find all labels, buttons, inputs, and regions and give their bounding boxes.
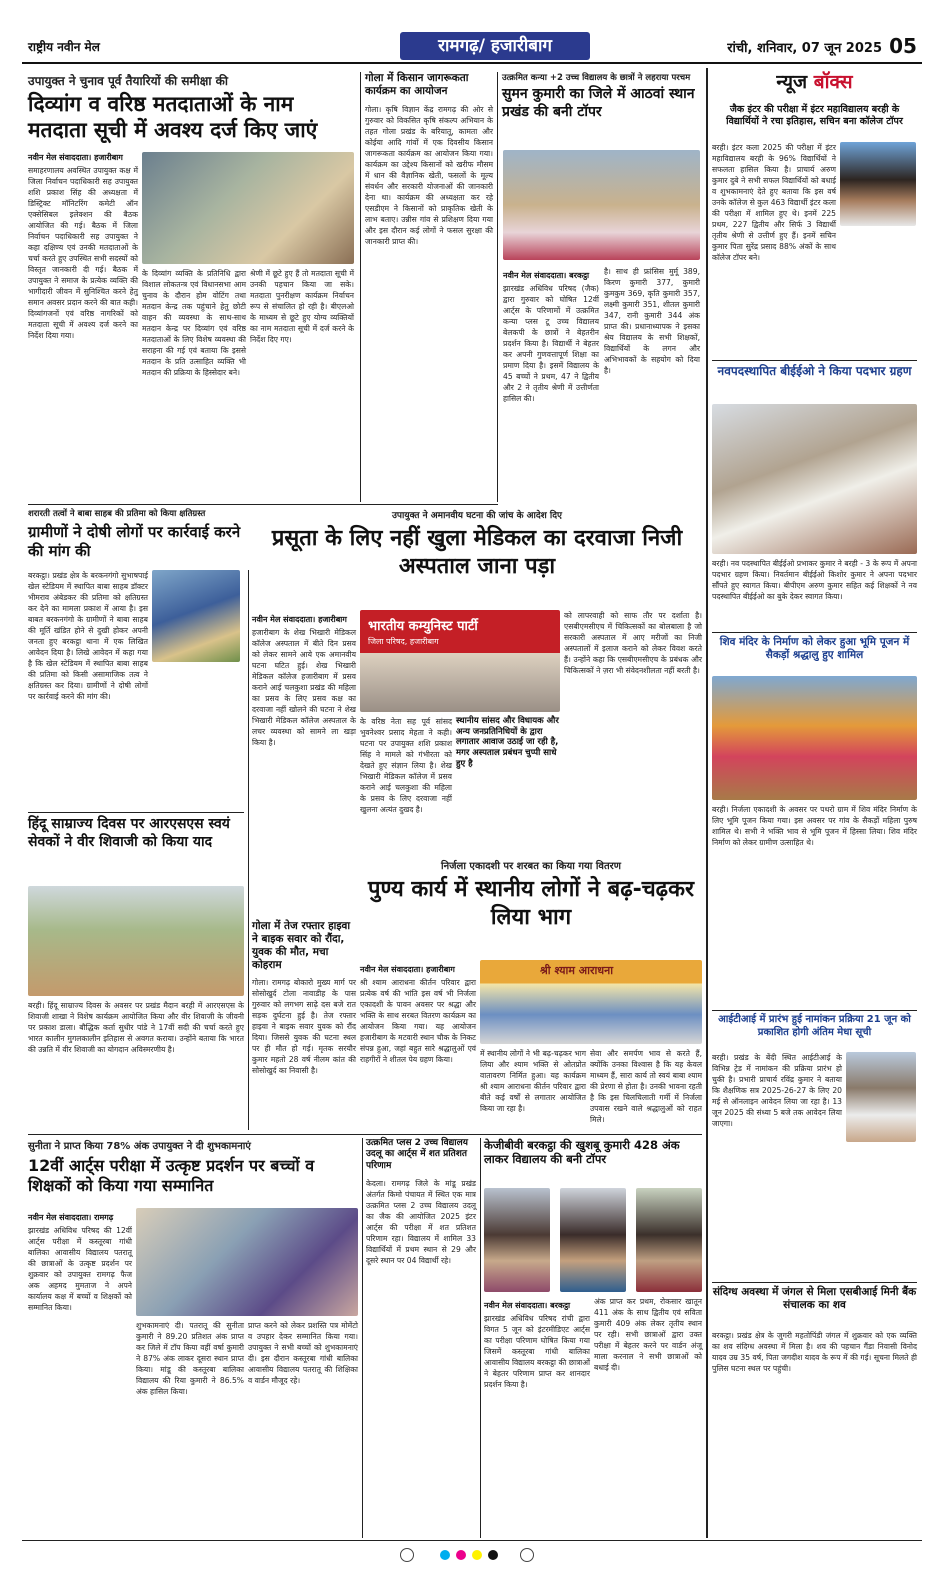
article-kicker: उपायुक्त ने अमानवीय घटना की जांच के आदेश दिए [392,511,562,521]
news-headline: आईटीआई में प्रारंभ हुई नामांकन प्रक्रिया 21 जून को प्रकाशित होगी अंतिम मेधा सूची [718,1014,911,1038]
color-dot-black [488,1550,498,1560]
masthead [22,30,922,64]
news-headline: जैक इंटर की परीक्षा में इंटर महाविद्यालय बरही के विद्यार्थियों ने रचा इतिहास, सचिन बना कॉलेज टॉपर [726,104,903,127]
news-item-beeo-body [712,558,917,630]
article-suman-topper-col2 [604,266,700,502]
news-item-body-found [712,1286,917,1326]
news-headline: शिव मंदिर के निर्माण को लेकर हुआ भूमि पूजन में सैकड़ों श्रद्धालु हुए शामिल [719,636,910,662]
byline: नवीन मेल संवाददाता। हजारीबाग [252,615,347,624]
article-kicker: उपायुक्त ने चुनाव पूर्व तैयारियों की समीक्षा की [28,74,228,88]
article-body-3: प्राप्त करने को लेकर प्रशस्ति पत्र मोमेंटो व उपहार देकर सम्मानित किया गया। उपायुक्त ने सभी बच्चों को शुभकामनाएं दी। इस दौरान कस्तूरबा गांधी बालिका आवासीय विद्यालय पतरातू की शिक्षिका व वार्डन मौजूद रहे। [248,1321,358,1385]
divider [28,504,498,505]
article-sherbet-col1 [360,960,476,1130]
news-headline: संदिग्ध अवस्था में जंगल से मिला एसबीआई मिनी बैंक संचालक का शव [712,1286,917,1312]
meeting-photo [142,152,354,264]
article-udlu-school [366,1138,476,1538]
article-honour-col1 [28,1208,132,1538]
article-body-2: अंक प्राप्त कर प्रथम, रोकसार खातून 411 अंक के साथ द्वितीय एवं सविता कुमारी 409 अंक लेकर तृतीय स्थान पर रही। सभी छात्राओं द्वारा उक्त परीक्षा में बेहतर करने पर वार्डन अंजू माला करनाल ने सभी छात्राओं को बधाई दी। [594,1297,702,1372]
article-accident [252,920,356,1130]
article-suman-topper [502,72,702,162]
news-box-header [712,68,917,102]
article-headline: गोला में किसान जागरूकता कार्यक्रम का आयोजन [365,72,469,98]
divider [712,1010,917,1011]
article-body: झारखंड अधिविध परिषद (जैक) द्वारा गुरुवार को घोषित 12वीं आर्ट्स के परिणामों में उत्क्रमित कन्या प्लस टू उच्च विद्यालय बेलकपी के छात्रों ने बेहतरीन प्रदर्शन किया है। विद्यार्थी ने बेहतर कर अपनी गुणवत्तापूर्ण शिक्षा का प्रमाण दिया है। इसमें विद्यालय के 45 बच्चों ने प्रथम, 47 ने द्वितीय और 2 ने तृतीय श्रेणी में उत्तीर्णता हासिल की। [503,284,599,403]
byline: नवीन मेल संवाददाता। रामगढ़ [28,1213,114,1222]
news-body: बरही। प्रखंड के बेंदी स्थित आईटीआई के विभिन्न ट्रेड में नामांकन की प्रक्रिया प्रारंभ हो चुकी है। प्रभारी प्राचार्य रविंद्र कुमार ने बताया कि शैक्षणिक सत्र 2025-26-27 के लिए 20 मई से ऑनलाइन आवेदन लिया जा रहा है। 13 जून 2025 की संध्या 5 बजे तक आवेदन लिया जाएगा। [712,1053,842,1128]
divider [712,632,917,633]
article-statue [28,508,248,568]
article-headline: हिंदू साम्राज्य दिवस पर आरएसएस स्वयं सेवकों ने वीर शिवाजी को किया याद [28,816,230,850]
article-body-2: के दिव्यांग व्यक्ति के प्रतिनिधि द्वारा विशाल लोकतन्त्र एवं विधानसभा आम चुनाव के दौरान होम वोटिंग तथा मतदान केन्द्र तक पहुंचाने हेतु छोटी वाहन की व्यवस्था के साथ-साथ मतदान केन्द्र पर दिव्यांग एवं वरिष्ठ मतदाताओं के लिए विशेष व्यवस्था की सराहना की गई एवं बताया कि इससे मतदान के प्रति उत्साहित व्यक्ति भी मतदान की प्रक्रिया के हिस्सेदार बने। [142,269,246,377]
divider [712,1282,917,1283]
article-body: हजारीबाग के शेख भिखारी मेडिकल कॉलेज अस्पताल में बीते दिन प्रसव को लेकर सामने आये एक अमानवीय घटना घटित हुई। शेख भिखारी मेडिकल कॉलेज हजारीबाग में प्रसव कराने आई चलकुशा प्रखंड की महिला का प्रसव के लिए प्रसव कक्ष का दरवाजा नहीं खोलने की घटना ने शेख भिखारी मेडिकल कॉलेज अस्पताल के लचर व्यवस्था को सामने ला खड़ा किया है। [252,628,356,747]
brand-name: राष्ट्रीय नवीन मेल [28,40,100,54]
news-body: बरही। नव पदस्थापित बीईईओ प्रभाकर कुमार ने बरही - 3 के रूप में अपना पदभार ग्रहण किया। निवर्तमान बीईईओ किशोर कुमार ने अपना पदभार सौंपते हुए स्वागत किया। बीपीएम अरुण कुमार सहित कई शिक्षकों ने नव पदस्थापित बीईईओ का बुके देकर स्वागत किया। [712,559,917,601]
article-sherbet-col3 [590,1048,702,1132]
news-item-temple [712,636,917,672]
article-kgbv-col2 [594,1296,702,1538]
article-sherbet [360,858,702,958]
pull-quote [456,716,560,806]
divider [497,72,498,502]
article-sherbet-col2 [480,1048,586,1132]
news-headline: नवपदस्थापित बीईईओ ने किया पदभार ग्रहण [717,364,912,378]
edition-date: रांची, शनिवार, 07 जून 2025 [727,41,882,56]
article-headline: प्रसूता के लिए नहीं खुला मेडिकल का दरवाजा निजी अस्पताल जाना पड़ा [271,526,683,579]
article-kicker: सुनीता ने प्राप्त किया 78% अंक उपायुक्त ने दी शुभकामनाएं [28,1141,251,1152]
article-honour [28,1138,358,1202]
article-body-3: सेवा और समर्पण भाव से करते हैं, क्योंकि उनका विश्वास है कि यह केवल माध्यम हैं, सारा कार्य तो स्वयं बाबा श्याम की प्रेरणा से होता है। उनकी भावना रहती है कि इस चिलचिलाती गर्मी में निर्जला उपवास रखने वाले श्रद्धालुओं को राहत मिले। [590,1049,702,1124]
article-headline: ग्रामीणों ने दोषी लोगों पर कार्रवाई करने की मांग की [28,523,241,560]
article-body-2: के वरिष्ठ नेता सह पूर्व सांसद भुवनेश्वर प्रसाद मेहता ने कही। घटना पर उपायुक्त शशि प्रकाश सिंह ने मामले को गंभीरता को देखते हुए संज्ञान लिया है। शेख भिखारी मेडिकल कॉलेज में प्रसव कराने आई चलकुशा की महिला के प्रसव के लिए दरवाजा नहीं खुलना अत्यंत दुखद है। [360,717,452,814]
student-photo-1 [484,1188,550,1292]
pull-quote-text: स्थानीय सांसद और विधायक और अन्य जनप्रतिनिधियों के द्वारा लगातार आवाज उठाई जा रही है, मगर अस्पताल प्रबंधन चुप्पी साधे हुए है [456,716,559,769]
banner-text: श्री श्याम आराधना [540,964,614,977]
news-box-title-b: बॉक्स [813,71,853,93]
article-headline: केजीबीवी बरकट्ठा की खुशबू कुमारी 428 अंक लाकर विद्यालय की बनी टॉपर [484,1138,680,1167]
student-photo-3 [636,1188,702,1292]
page-number: 05 [889,34,917,58]
section-title: रामगढ़/ हजारीबाग [400,32,590,60]
registration-mark [400,1548,414,1562]
article-farmer-awareness [365,72,493,502]
article-body: गोला। कृषि विज्ञान केंद्र रामगढ़ की ओर से गुरुवार को विकसित कृषि संकल्प अभियान के तहत गोला प्रखंड के बरियातू, कामता और कोईया आदि गांवों में एक दिवसीय किसान जागरूकता कार्यक्रम का आयोजन किया गया। कार्यक्रम का उद्देश्य किसानों को खरीफ मौसम में धान की वैज्ञानिक खेती, फसलों के मूल्य संवर्धन और सरकारी योजनाओं की जानकारी देना था। कार्यक्रम की अध्यक्षता कर रहे एसडीएम ने किसानों को प्राकृतिक खेती के लाभ बताए। उन्नीस गांव से प्रशिक्षण दिया गया और इस दौरान कई लोगों ने फसल सुरक्षा की जानकारी प्राप्त की। [365,105,493,247]
topper-photo [840,142,916,226]
news-item-temple-body [712,804,917,954]
color-dot-yellow [472,1550,482,1560]
article-body-2: में स्थानीय लोगों ने भी बढ़-चढ़कर भाग लिया और श्याम भक्ति से ओतप्रोत वातावरण निर्मित हुआ। यह कार्यक्रम श्री श्याम आराधना कीर्तन परिवार द्वारा बीते कई वर्षों से लगातार आयोजित किया जा रहा है। [480,1049,586,1113]
article-kgbv-topper [484,1138,702,1182]
article-hospital-col1 [252,610,356,920]
news-item-iti [712,1014,917,1050]
beeo-photo [712,404,917,554]
article-headline: गोला में तेज रफ्तार हाइवा ने बाइक सवार को रौंदा, युवक की मौत, मचा कोहराम [252,920,351,972]
byline: नवीन मेल संवाददाता। हजारीबाग [28,153,123,162]
students-photo [503,150,700,260]
divider [480,1138,481,1538]
article-rss-body [28,1000,244,1128]
article-body: समाहरणालय अवस्थित उपायुक्त कक्ष में जिला निर्वाचन पदाधिकारी सह उपायुक्त शशि प्रकाश सिंह की अध्यक्षता में डिस्ट्रिक्ट मॉनिटरिंग कमेटी ऑन एक्सेसिबल इलेक्शन की बैठक आयोजित की गई। बैठक में जिला निर्वाचन पदाधिकारी सह उपायुक्त ने कहा दक्षिण्य एवं उनकी मतदाताओं के चर्चा करते हुए उपस्थित सभी सदस्यों को विस्तृत जानकारी दी गई। बैठक में उपायुक्त ने समाज के प्रत्येक व्यक्ति की भागीदारी जीवन में सुनिश्चित करने हेतु समान अवसर प्रदान करने की बात कही। दिव्यांगजनों एवं वरिष्ठ नागरिकों को मतदाता सूची में अवश्य दर्ज करने का निर्देश दिया गया। [28,166,138,340]
article-body: बरही। हिंदू साम्राज्य दिवस के अवसर पर प्रखंड मैदान बरही में आरएसएस के शिवाजी शाखा ने विशेष कार्यक्रम आयोजित किया और वीर शिवाजी के जीवनी पर प्रकाश डाला। बौद्धिक कर्ता सुधीर पांडे ने 17वीं सदी की चर्चा करते हुए भारत कालीन मुगलकालीन इतिहास से अवगत कराया। उन्होंने बताया कि भारत की उन्नति में वीर शिवाजी का योगदान अविस्मरणीय है। [28,1001,244,1054]
registration-mark [520,1548,534,1562]
article-hospital-col3 [564,610,702,850]
article-headline: पुण्य कार्य में स्थानीय लोगों ने बढ़-चढ़कर लिया भाग [368,877,694,930]
article-body-2: है। साथ ही फ्रांसिस मुर्मू 389, किरण कुमारी 377, कुमारी कुमकुम 369, कृति कुमारी 357, लक्ष्मी कुमारी 351, शीतल कुमारी 347, रानी कुमारी 344 अंक प्राप्त की। प्रधानाध्यापक ने इसका श्रेय विद्यालय के सभी शिक्षकों, विद्यार्थियों के लगन और अभिभावकों के सहयोग को दिया है। [604,267,700,375]
news-item-body-found-body [712,1330,917,1538]
article-body: बरकट्ठा। प्रखंड क्षेत्र के बरकनगंगो सुभाषपाई खेल स्टेडियम में स्थापित बाबा साहब डॉक्टर भीमराव अंबेडकर की प्रतिमा को क्षतिग्रस्त कर देने का मामला प्रकाश में आया है। इस बाबत बरकनगंगो के ग्रामीणों ने बाबा साहब की मूर्ति खंडित होने से दुखी होकर अपनी जनता हुए बरकट्ठा थाना में एक लिखित आवेदन दिया है। लिखे आवेदन में कहा गया है कि खेल स्टेडियम में स्थापित बाबा साहब की प्रतिमा को किसी असामाजिक तत्व ने क्षतिग्रस्त कर दिया। ग्रामीणों ने दोषी लोगों पर कार्रवाई करने की मांग की। [28,571,148,701]
article-body-2: शुभकामनाएं दी। पतरातू की सुनीता कुमारी ने 89.20 प्रतिशत अंक प्राप्त कर जिले में टॉप किया वहीं वर्षा कुमारी ने 87% अंक लाकर दूसरा स्थान प्राप्त किया। मांडू की कस्तूरबा बालिका विद्यालय की रिया कुमारी ने 86.5% अंक हासिल किया। [136,1321,244,1396]
article-headline: उत्क्रमित प्लस 2 उच्च विद्यालय उदलू का आर्ट्स में शत प्रतिशत परिणाम [366,1138,468,1171]
party-banner-text: भारतीय कम्युनिस्ट पार्टी [368,619,478,634]
divider [248,570,249,1130]
article-voter-list-col3 [250,268,354,498]
student-photo-2 [560,1188,626,1292]
article-kicker: निर्जला एकादशी पर शरबत का किया गया वितरण [441,861,621,872]
divider [28,1134,702,1135]
article-body: गोला। रामगढ़ बोकारो मुख्य मार्ग पर सोसोखुर्द टोला नावाडीह के पास गुरुवार को लगभग साढ़े दस बजे रात सड़क दुर्घटना हुई है। तेज रफ्तार हाइवा ने बाइक सवार युवक को रौंद दिया। जिससे युवक की घटना स्थल पर ही मौत हो गई। मृतक सरयौर कुमार महतो 28 वर्ष नीलम कांत की सोसोखुर्द का निवासी है। [252,977,356,1075]
statue-photo [152,570,240,662]
divider [706,68,708,1538]
article-statue-body [28,570,148,810]
news-body: बरही। निर्जला एकादशी के अवसर पर पथरो ग्राम में शिव मंदिर निर्माण के लिए भूमि पूजन किया गया। इस अवसर पर गांव के सैकड़ों महिला पुरुष शामिल थे। सभी ने भक्ति भाव से भूमि पूजन में हिस्सा लिया। शिव मंदिर निर्माण को लेकर ग्रामीण उत्साहित थे। [712,805,917,847]
article-body: झारखंड अधिविध परिषद रांची द्वारा विगत 5 जून को इंटरमीडिएट आर्ट्स का परीक्षा परिणाम घोषित किया गया जिसमें कस्तूरबा गांधी बालिका आवासीय विद्यालय बरकट्ठा की छात्राओं ने बेहतर परिणाम प्राप्त कर शानदार प्रदर्शन किया है। [484,1314,590,1389]
divider [712,360,917,361]
article-honour-col2 [136,1320,244,1538]
article-hospital [252,508,702,608]
article-headline: दिव्यांग व वरिष्ठ मतदाताओं के नाम मतदाता सूची में अवश्य दर्ज किए जाएं [28,92,318,143]
article-kicker: शरारती तत्वों ने बाबा साहब की प्रतिमा को किया क्षतिग्रस्त [28,509,206,519]
article-headline: सुमन कुमारी का जिले में आठवां स्थान प्रखंड की बनी टॉपर [502,86,695,120]
sherbet-photo [480,960,702,1044]
article-body: श्री श्याम आराधना कीर्तन परिवार द्वारा प्रत्येक वर्ष की भांति इस वर्ष भी निर्जला एकादशी के पावन अवसर पर श्रद्धा और भक्ति के साथ सरबत वितरण कार्यक्रम का आयोजन किया गया। यह आयोजन हजारीबाग के मटवारी स्थान चौक के निकट संपन्न हुआ, जहां बहुत सारे श्रद्धालुओं एवं राहगीरों ने शीतल पेय ग्रहण किया। [360,978,476,1064]
byline: नवीन मेल संवाददाता। बरकट्ठा [484,1301,571,1310]
article-kicker: उत्क्रमित कन्या +2 उच्च विद्यालय के छात्रों ने लहराया परचम [502,73,691,83]
article-suman-topper-col1 [503,266,599,502]
byline: नवीन मेल संवाददाता। हजारीबाग [360,965,455,974]
article-body: केदला। रामगढ़ जिले के मांडू प्रखंड अंतर्गत किमो पंचायत में स्थित एक मात्र उत्क्रमित प्लस 2 उच्च विद्यालय उदलू का जैक की आयोजित 2025 इंटर आर्ट्स की परीक्षा में शत प्रतिशत परिणाम रहा। विद्यालय में शामिल 33 विद्यार्थियों में प्रथम स्थान से 29 और दूसरे स्थान पर 04 विद्यार्थी रहे। [366,1178,476,1265]
article-voter-list-col1 [28,148,138,498]
article-kgbv-col1 [484,1296,590,1538]
news-item-college-topper-body [712,142,836,262]
color-dot-cyan [440,1550,450,1560]
article-body: झारखंड अधिविध परिषद की 12वीं आर्ट्स परीक्षा में कस्तूरबा गांधी बालिका आवासीय विद्यालय पतरातू की छात्राओं के उत्कृष्ट प्रदर्शन पर शुक्रवार को उपायुक्त रामगढ़ फैज अक अहमद मुमताज ने अपने कार्यालय कक्ष में बच्चों व शिक्षकों को सम्मानित किया। [28,1226,132,1312]
honour-photo [136,1208,358,1316]
divider [28,812,244,813]
news-body: बरही। इंटर कला 2025 की परीक्षा में इंटर महाविद्यालय बरही के 96% विद्यार्थियों ने सफलता हासिल किया है। प्राचार्य अरुण कुमार दुबे ने सभी सफल विद्यार्थियों को बधाई व शुभकामनाएं देते हुए बताया कि इस वर्ष उनके कॉलेज से कुल 463 विद्यार्थी इंटर कला की परीक्षा में शामिल हुए थे। इनमें 225 प्रथम, 227 द्वितीय और सिर्फ 3 विद्यार्थी तृतीय श्रेणी से उत्तीर्ण हुए हैं। इनमें सचिन कुमार पिता सुरेंद्र प्रसाद 88% अंकों के साथ कॉलेज टॉपर बने। [712,143,836,262]
color-dot-magenta [456,1550,466,1560]
divider [362,1138,363,1538]
principal-photo [846,1052,916,1142]
article-headline: 12वीं आर्ट्स परीक्षा में उत्कृष्ट प्रदर्शन पर बच्चों व शिक्षकों को किया गया सम्मानित [28,1156,315,1195]
article-body-3: को लापरवाही को साफ तौर पर दर्शाता है। एसबीएमसीएच में चिकित्सकों का बोलबाला है जो सरकारी अस्पताल में आए मरीजों का निजी अस्पतालों में इलाज कराने को लेकर विवश करते हैं। उन्होंने कहा कि एसबीएमसीएच के प्रबंधक और चिकित्सकों ने ज़रा भी संवेदनशीलता नहीं बरती है। [564,611,702,675]
article-rss [28,816,244,886]
divider [360,72,361,502]
article-honour-col3 [248,1320,358,1538]
article-body-3: श्रेणी में छूटे हुए हैं तो मतदाता सूची में उनकी पहचान किया जा सके। मतदाता पुनरीक्षण कार्यक्रम निर्वाचन रूप से संचालित हो रही है। बीएलओ के माध्यम से छूटे हुए योग्य व्यक्तियों का नाम मतदाता सूची में दर्ज करने के निर्देश दिए गए। [250,269,354,344]
news-box-title-a: न्यूज [776,71,814,93]
byline: नवीन मेल संवाददाता। बरकट्ठा [503,271,590,280]
rss-ground-photo [28,886,244,996]
page-bottom-rule [22,1540,922,1541]
news-item-beeo [712,364,917,400]
news-body: बरकट्ठा। प्रखंड क्षेत्र के जुगरी महतोपिंडी जंगल में शुक्रवार को एक व्यक्ति का शव संदिग्ध अवस्था में मिला है। शव की पहचान गैंडा निवासी विनोद यादव उम्र 35 वर्ष, पिता जगदीश यादव के रूप में की गई। सूचना मिलते ही पुलिस घटना स्थल पर पहुंची। [712,1331,917,1373]
temple-puja-photo [712,676,917,800]
cpi-meeting-photo [360,610,560,712]
article-voter-list-col2 [142,268,246,498]
news-item-iti-body [712,1052,842,1202]
party-banner-subtext: जिला परिषद, हजारीबाग [368,637,439,646]
